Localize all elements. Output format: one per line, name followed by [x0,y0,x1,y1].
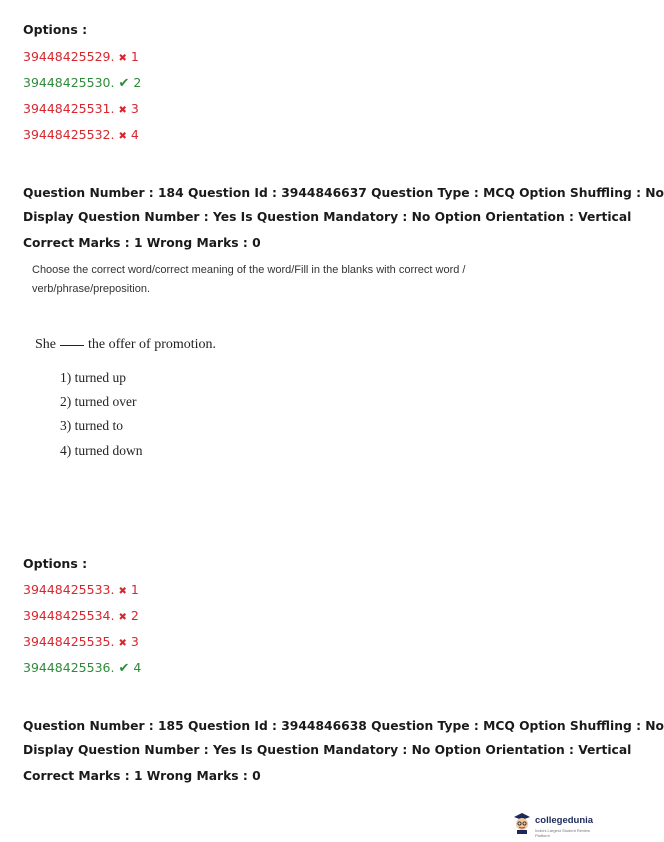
option-number: 4 [130,127,139,142]
fill-blank [60,345,84,346]
answer-choice: 4) turned down [60,443,143,458]
answer-choice: 3) turned to [60,418,123,433]
question-meta-line: Display Question Number : Yes Is Question Mandatory : No Option Orientation : Vertical [23,210,632,224]
question-marks: Correct Marks : 1 Wrong Marks : 0 [23,769,261,783]
option-row [23,49,139,64]
question-meta-line: Question Number : 184 Question Id : 3944846637 Question Type : MCQ Option Shuffling : No [23,186,664,200]
cross-icon: ✖ [118,638,127,649]
option-id: 39448425531. [23,101,115,116]
option-id: 39448425536. [23,660,115,675]
option-row [23,634,139,649]
options-label: Options : [23,22,88,37]
cross-icon: ✖ [118,586,127,597]
option-number: 1 [130,582,139,597]
option-number: 1 [130,49,139,64]
check-icon: ✔ [118,76,130,91]
stem-before: She [35,337,56,352]
option-id: 39448425534. [23,608,115,623]
option-number: 4 [133,660,142,675]
question-instruction: verb/phrase/preposition. [32,283,151,295]
cross-icon: ✖ [118,131,127,142]
answer-choice: 1) turned up [60,370,126,385]
options-label: Options : [23,556,88,571]
question-meta-line: Display Question Number : Yes Is Question Mandatory : No Option Orientation : Vertical [23,743,632,757]
option-row [23,608,139,623]
answer-choice: 2) turned over [60,394,137,409]
option-id: 39448425530. [23,75,115,90]
option-row [23,101,139,116]
option-id: 39448425535. [23,634,115,649]
option-row [23,75,141,91]
option-number: 2 [133,75,142,90]
option-number: 3 [130,634,139,649]
option-id: 39448425532. [23,127,115,142]
cross-icon: ✖ [118,612,127,623]
cross-icon: ✖ [118,53,127,64]
option-number: 3 [130,101,139,116]
question-marks: Correct Marks : 1 Wrong Marks : 0 [23,236,261,250]
mascot-icon [512,812,532,834]
option-id: 39448425533. [23,582,115,597]
option-row [23,127,139,142]
question-instruction: Choose the correct word/correct meaning of the word/Fill in the blanks with correct word / [32,264,466,276]
option-row [23,582,139,597]
collegedunia-logo [512,808,595,838]
brand-name: collegedunia [535,815,594,826]
option-row [23,660,141,676]
check-icon: ✔ [118,661,130,676]
option-id: 39448425529. [23,49,115,64]
option-number: 2 [130,608,139,623]
question-meta-line: Question Number : 185 Question Id : 3944846638 Question Type : MCQ Option Shuffling : No [23,719,664,733]
brand-tagline: India's Largest Student Review Platform [535,828,591,838]
cross-icon: ✖ [118,105,127,116]
question-stem [35,337,216,353]
stem-after: the offer of promotion. [88,337,217,352]
